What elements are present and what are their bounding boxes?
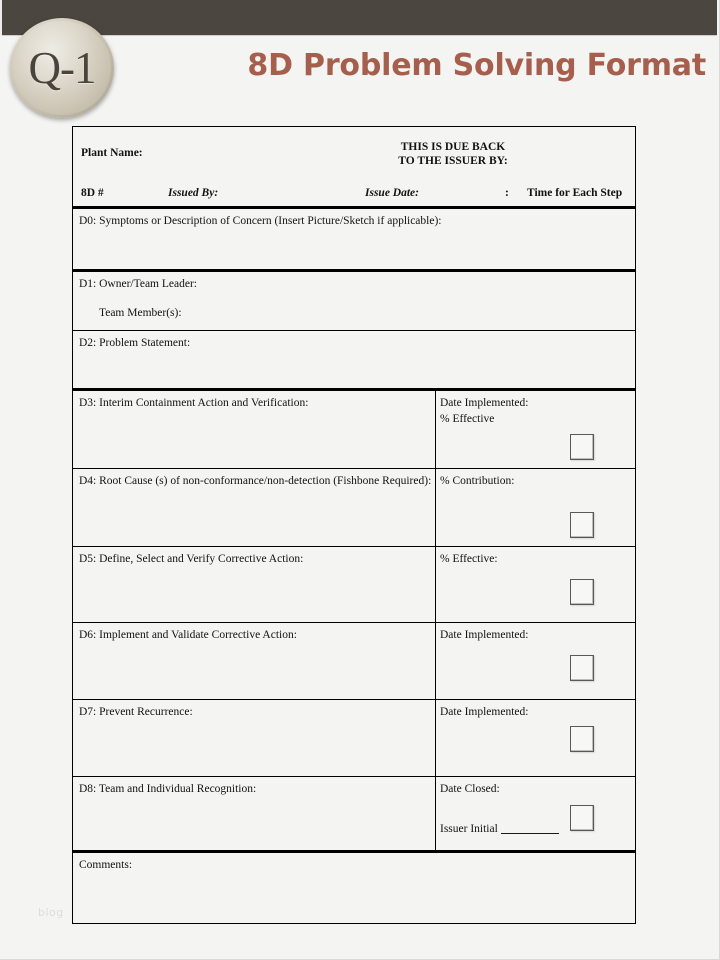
- section-d2-row: [73, 331, 635, 391]
- section-d6-label: D6: Implement and Validate Corrective Action:: [79, 629, 297, 641]
- section-d6-right-cell[interactable]: [436, 623, 635, 700]
- section-comments-row: [73, 853, 635, 923]
- section-d6-cell[interactable]: [73, 623, 436, 700]
- section-d0-cell[interactable]: [73, 209, 635, 272]
- issuer-initial-label: [440, 823, 559, 835]
- issue-date-label: Issue Date:: [365, 187, 419, 199]
- header-bar: [0, 0, 717, 36]
- issued-by-label: Issued By:: [168, 187, 219, 199]
- team-members-label: Team Member(s):: [99, 307, 182, 319]
- header-bar-left-edge: [0, 0, 2, 36]
- form-info-cell: [73, 127, 635, 209]
- section-d2-cell[interactable]: [73, 331, 635, 391]
- issue-date-colon: :: [505, 187, 509, 199]
- d5-checkbox[interactable]: [570, 579, 594, 605]
- q1-logo-label: Q-1: [28, 42, 96, 93]
- section-d5-right-cell[interactable]: [436, 547, 635, 623]
- section-d8-cell[interactable]: [73, 777, 436, 853]
- blog-watermark: blog: [38, 906, 64, 919]
- section-d0-label: D0: Symptoms or Description of Concern (Insert Picture/Sketch if applicable):: [79, 215, 442, 227]
- section-comments-label: Comments:: [79, 859, 133, 871]
- section-d4-right-cell[interactable]: [436, 469, 635, 547]
- section-d7-right-cell[interactable]: [436, 700, 635, 777]
- section-d8-row: [73, 777, 635, 853]
- section-d4-label: D4: Root Cause (s) of non-conformance/non-detection (Fishbone Required):: [79, 475, 432, 487]
- d8-checkbox[interactable]: [570, 805, 594, 831]
- section-d5-label: D5: Define, Select and Verify Corrective Action:: [79, 553, 304, 565]
- d6-checkbox[interactable]: [570, 655, 594, 681]
- plant-name-label: Plant Name:: [81, 147, 143, 159]
- d6-date-implemented-label: Date Implemented:: [440, 629, 529, 641]
- d3-percent-effective-label: % Effective: [440, 413, 495, 425]
- eight-d-number-label: 8D #: [81, 187, 104, 199]
- section-d2-label: D2: Problem Statement:: [79, 337, 191, 349]
- section-d3-right-cell[interactable]: [436, 391, 635, 469]
- section-d4-row: [73, 469, 635, 547]
- d8-date-closed-label: Date Closed:: [440, 783, 500, 795]
- d4-checkbox[interactable]: [570, 512, 594, 538]
- issuer-initial-underline[interactable]: [501, 833, 559, 834]
- due-back-line1: THIS IS DUE BACK: [400, 141, 506, 153]
- section-d5-row: [73, 547, 635, 623]
- section-d5-cell[interactable]: [73, 547, 436, 623]
- section-comments-cell[interactable]: [73, 853, 635, 923]
- d7-date-implemented-label: Date Implemented:: [440, 706, 529, 718]
- eight-d-form-table: [72, 126, 636, 924]
- section-d3-label: D3: Interim Containment Action and Verification:: [79, 397, 309, 409]
- section-d4-cell[interactable]: [73, 469, 436, 547]
- d7-checkbox[interactable]: [570, 726, 594, 752]
- section-d1-row: [73, 272, 635, 331]
- section-d3-cell[interactable]: [73, 391, 436, 469]
- page-title: 8D Problem Solving Format: [247, 48, 706, 83]
- section-d1-label: D1: Owner/Team Leader:: [79, 278, 197, 290]
- section-d8-label: D8: Team and Individual Recognition:: [79, 783, 257, 795]
- d3-checkbox[interactable]: [570, 434, 594, 460]
- d3-date-implemented-label: Date Implemented:: [440, 397, 529, 409]
- section-d8-right-cell[interactable]: [436, 777, 635, 853]
- form-info-row: [73, 127, 635, 209]
- q1-logo-inner: [13, 21, 111, 115]
- section-d7-row: [73, 700, 635, 777]
- section-d0-row: [73, 209, 635, 272]
- section-d1-cell[interactable]: [73, 272, 635, 331]
- q1-logo-badge: [10, 18, 114, 118]
- section-d3-row: [73, 391, 635, 469]
- d5-percent-effective-label: % Effective:: [440, 553, 498, 565]
- issuer-initial-text: Issuer Initial: [440, 823, 498, 835]
- section-d6-row: [73, 623, 635, 700]
- due-back-line2: TO THE ISSUER BY:: [398, 155, 508, 167]
- section-d7-cell[interactable]: [73, 700, 436, 777]
- d4-percent-contribution-label: % Contribution:: [440, 475, 515, 487]
- section-d7-label: D7: Prevent Recurrence:: [79, 706, 193, 718]
- time-for-each-step-label: Time for Each Step: [527, 187, 623, 199]
